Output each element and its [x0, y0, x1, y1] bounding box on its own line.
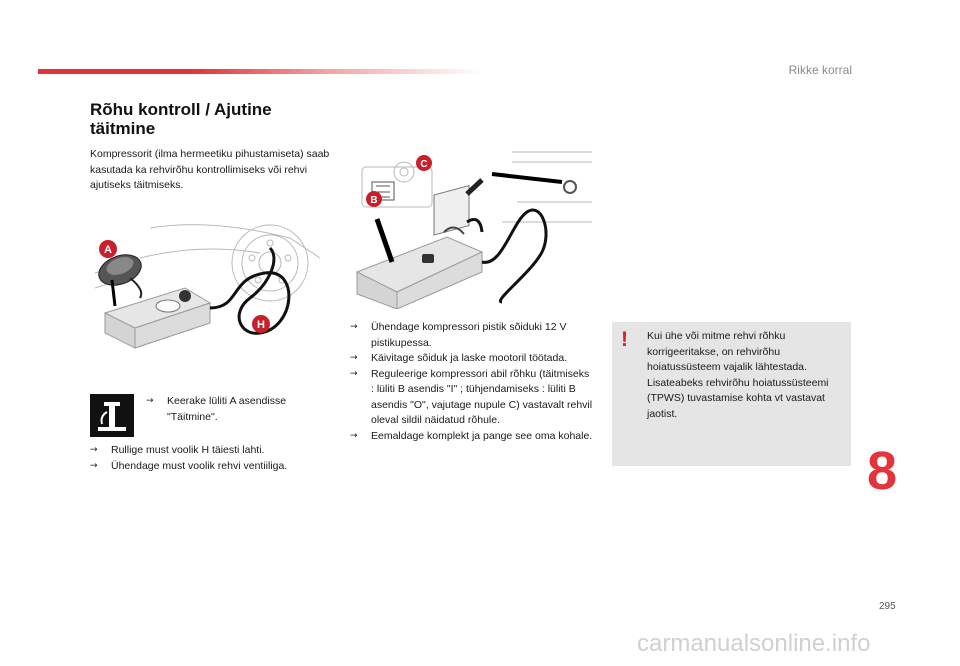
- label-h-text: H: [257, 319, 265, 331]
- page-heading: Rõhu kontroll / Ajutine täitmine: [90, 100, 272, 138]
- warning-icon: !: [621, 328, 628, 351]
- header-accent-bar: [38, 69, 483, 74]
- step-item: → Ühendage must voolik rehvi ventiiliga.: [90, 459, 330, 475]
- step-item: → Käivitage sõiduk ja laske mootoril töötada.: [350, 351, 595, 367]
- warning-note-text: Kui ühe või mitme rehvi rõhku korrigeeritakse, on rehvirõhu hoiatussüsteem vajalik lähtestada. Lisateabeks rehvirõhu hoiatussüsteemi (TPWS) tuvastamise kohta vt vastavat jaotist.: [647, 330, 829, 420]
- step-item: → Eemaldage komplekt ja pange see oma kohale.: [350, 429, 595, 445]
- label-a-text: A: [104, 244, 112, 256]
- section-title: Rikke korral: [788, 63, 852, 77]
- steps-switch: [146, 394, 296, 425]
- intro-paragraph: Kompressorit (ilma hermeetiku pihustamiseta) saab kasutada ka rehvirõhu kontrollimiseks või rehvi ajutiseks täitmiseks.: [90, 148, 330, 191]
- compressor-hose-illustration: [90, 218, 338, 358]
- tyre-pressure-icon: [90, 394, 134, 437]
- label-c-text: C: [420, 159, 428, 170]
- step-item: → Keerake lüliti A asendisse "Täitmine".: [146, 394, 296, 425]
- step-item: → Ühendage kompressori pistik sõiduki 12 V pistikupessa.: [350, 320, 595, 351]
- steps-hose: [90, 443, 330, 474]
- step-item: → Reguleerige kompressori abil rõhku (täitmiseks : lüliti B asendis "I" ; tühjendamiseks : lüliti B asendis "O", vajutage nupule C) vastavalt rehvil oleval sildil näidatud rõhule.: [350, 367, 595, 429]
- watermark: carmanualsonline.info: [637, 630, 871, 657]
- steps-compressor: [350, 320, 595, 444]
- compressor-plug-illustration: [352, 142, 592, 309]
- page-number: 295: [879, 601, 896, 612]
- step-item: → Rullige must voolik H täiesti lahti.: [90, 443, 330, 459]
- label-b-text: B: [370, 195, 378, 206]
- warning-note: [612, 322, 851, 466]
- chapter-number: 8: [867, 441, 898, 501]
